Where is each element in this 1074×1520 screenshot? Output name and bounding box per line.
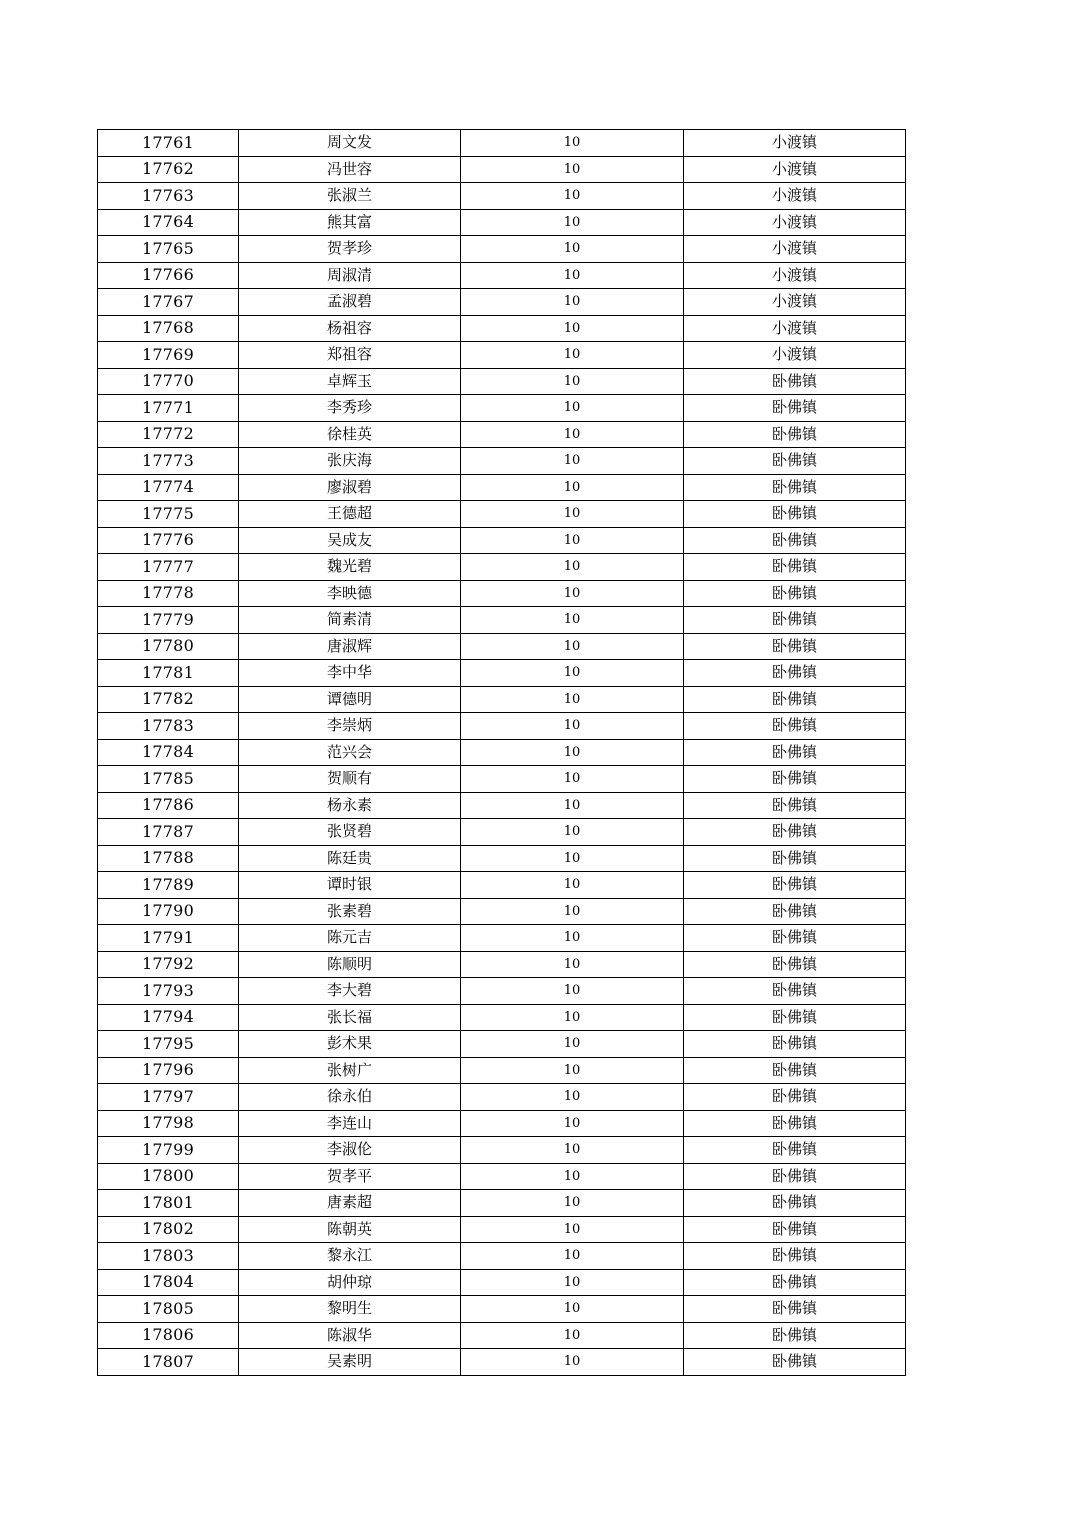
cell-name: 胡仲琼 bbox=[239, 1269, 461, 1296]
cell-name: 彭术果 bbox=[239, 1031, 461, 1058]
cell-amount: 10 bbox=[461, 978, 684, 1005]
cell-name: 陈廷贵 bbox=[239, 845, 461, 872]
cell-amount: 10 bbox=[461, 315, 684, 342]
cell-name: 王德超 bbox=[239, 501, 461, 528]
cell-id: 17793 bbox=[98, 978, 239, 1005]
table-row bbox=[98, 607, 906, 634]
cell-name: 廖淑碧 bbox=[239, 474, 461, 501]
cell-name: 谭时银 bbox=[239, 872, 461, 899]
cell-town: 小渡镇 bbox=[684, 156, 906, 183]
cell-id: 17785 bbox=[98, 766, 239, 793]
cell-name: 卓辉玉 bbox=[239, 368, 461, 395]
cell-amount: 10 bbox=[461, 766, 684, 793]
cell-amount: 10 bbox=[461, 925, 684, 952]
cell-town: 卧佛镇 bbox=[684, 580, 906, 607]
cell-amount: 10 bbox=[461, 1137, 684, 1164]
cell-amount: 10 bbox=[461, 262, 684, 289]
cell-town: 小渡镇 bbox=[684, 289, 906, 316]
cell-amount: 10 bbox=[461, 819, 684, 846]
table-row bbox=[98, 660, 906, 687]
cell-amount: 10 bbox=[461, 183, 684, 210]
cell-id: 17806 bbox=[98, 1322, 239, 1349]
cell-id: 17765 bbox=[98, 236, 239, 263]
cell-name: 李崇炳 bbox=[239, 713, 461, 740]
cell-amount: 10 bbox=[461, 898, 684, 925]
table-row bbox=[98, 156, 906, 183]
table-row bbox=[98, 845, 906, 872]
cell-amount: 10 bbox=[461, 633, 684, 660]
cell-amount: 10 bbox=[461, 236, 684, 263]
cell-name: 冯世容 bbox=[239, 156, 461, 183]
cell-town: 卧佛镇 bbox=[684, 1004, 906, 1031]
cell-name: 陈顺明 bbox=[239, 951, 461, 978]
cell-name: 李连山 bbox=[239, 1110, 461, 1137]
cell-id: 17774 bbox=[98, 474, 239, 501]
cell-id: 17796 bbox=[98, 1057, 239, 1084]
cell-name: 贺孝平 bbox=[239, 1163, 461, 1190]
cell-amount: 10 bbox=[461, 713, 684, 740]
table-row bbox=[98, 1110, 906, 1137]
cell-town: 卧佛镇 bbox=[684, 872, 906, 899]
table-row bbox=[98, 1349, 906, 1376]
cell-name: 张长福 bbox=[239, 1004, 461, 1031]
cell-amount: 10 bbox=[461, 289, 684, 316]
cell-town: 卧佛镇 bbox=[684, 925, 906, 952]
table-row bbox=[98, 1084, 906, 1111]
cell-name: 李秀珍 bbox=[239, 395, 461, 422]
cell-id: 17780 bbox=[98, 633, 239, 660]
cell-town: 卧佛镇 bbox=[684, 527, 906, 554]
cell-town: 小渡镇 bbox=[684, 183, 906, 210]
cell-id: 17768 bbox=[98, 315, 239, 342]
cell-amount: 10 bbox=[461, 421, 684, 448]
cell-town: 卧佛镇 bbox=[684, 1110, 906, 1137]
cell-name: 李中华 bbox=[239, 660, 461, 687]
table-row bbox=[98, 1057, 906, 1084]
cell-amount: 10 bbox=[461, 1243, 684, 1270]
cell-id: 17800 bbox=[98, 1163, 239, 1190]
cell-name: 吴素明 bbox=[239, 1349, 461, 1376]
cell-town: 小渡镇 bbox=[684, 342, 906, 369]
cell-town: 卧佛镇 bbox=[684, 951, 906, 978]
cell-amount: 10 bbox=[461, 209, 684, 236]
table-body bbox=[98, 130, 906, 1376]
table-row bbox=[98, 925, 906, 952]
cell-name: 黎明生 bbox=[239, 1296, 461, 1323]
cell-name: 谭德明 bbox=[239, 686, 461, 713]
cell-town: 小渡镇 bbox=[684, 130, 906, 157]
cell-name: 贺孝珍 bbox=[239, 236, 461, 263]
cell-id: 17763 bbox=[98, 183, 239, 210]
cell-name: 陈淑华 bbox=[239, 1322, 461, 1349]
cell-id: 17776 bbox=[98, 527, 239, 554]
table-row bbox=[98, 342, 906, 369]
cell-name: 周文发 bbox=[239, 130, 461, 157]
cell-id: 17764 bbox=[98, 209, 239, 236]
cell-id: 17794 bbox=[98, 1004, 239, 1031]
table-row bbox=[98, 686, 906, 713]
cell-amount: 10 bbox=[461, 1216, 684, 1243]
cell-name: 陈元吉 bbox=[239, 925, 461, 952]
cell-name: 周淑清 bbox=[239, 262, 461, 289]
cell-town: 小渡镇 bbox=[684, 315, 906, 342]
cell-amount: 10 bbox=[461, 872, 684, 899]
cell-name: 范兴会 bbox=[239, 739, 461, 766]
cell-town: 卧佛镇 bbox=[684, 1296, 906, 1323]
cell-amount: 10 bbox=[461, 951, 684, 978]
cell-town: 卧佛镇 bbox=[684, 1349, 906, 1376]
table-row bbox=[98, 1137, 906, 1164]
cell-town: 小渡镇 bbox=[684, 209, 906, 236]
cell-amount: 10 bbox=[461, 845, 684, 872]
cell-name: 唐淑辉 bbox=[239, 633, 461, 660]
cell-amount: 10 bbox=[461, 1296, 684, 1323]
cell-amount: 10 bbox=[461, 739, 684, 766]
cell-id: 17788 bbox=[98, 845, 239, 872]
cell-town: 卧佛镇 bbox=[684, 978, 906, 1005]
cell-town: 卧佛镇 bbox=[684, 1084, 906, 1111]
table-row bbox=[98, 501, 906, 528]
cell-town: 卧佛镇 bbox=[684, 792, 906, 819]
cell-amount: 10 bbox=[461, 501, 684, 528]
cell-id: 17762 bbox=[98, 156, 239, 183]
cell-id: 17805 bbox=[98, 1296, 239, 1323]
cell-town: 卧佛镇 bbox=[684, 1216, 906, 1243]
cell-id: 17781 bbox=[98, 660, 239, 687]
table-row bbox=[98, 1322, 906, 1349]
cell-amount: 10 bbox=[461, 1084, 684, 1111]
cell-id: 17790 bbox=[98, 898, 239, 925]
cell-name: 张素碧 bbox=[239, 898, 461, 925]
cell-id: 17771 bbox=[98, 395, 239, 422]
cell-id: 17792 bbox=[98, 951, 239, 978]
cell-name: 张庆海 bbox=[239, 448, 461, 475]
cell-id: 17772 bbox=[98, 421, 239, 448]
cell-id: 17797 bbox=[98, 1084, 239, 1111]
cell-id: 17802 bbox=[98, 1216, 239, 1243]
table-row bbox=[98, 554, 906, 581]
cell-town: 卧佛镇 bbox=[684, 819, 906, 846]
cell-amount: 10 bbox=[461, 554, 684, 581]
table-row bbox=[98, 1216, 906, 1243]
table-row bbox=[98, 978, 906, 1005]
cell-name: 李淑伦 bbox=[239, 1137, 461, 1164]
cell-town: 卧佛镇 bbox=[684, 368, 906, 395]
table-row bbox=[98, 1269, 906, 1296]
cell-name: 孟淑碧 bbox=[239, 289, 461, 316]
table-row bbox=[98, 448, 906, 475]
cell-name: 唐素超 bbox=[239, 1190, 461, 1217]
table-row bbox=[98, 951, 906, 978]
data-table bbox=[97, 129, 906, 1376]
cell-amount: 10 bbox=[461, 792, 684, 819]
cell-town: 卧佛镇 bbox=[684, 474, 906, 501]
cell-id: 17769 bbox=[98, 342, 239, 369]
cell-amount: 10 bbox=[461, 368, 684, 395]
cell-amount: 10 bbox=[461, 686, 684, 713]
cell-id: 17775 bbox=[98, 501, 239, 528]
table-row bbox=[98, 527, 906, 554]
cell-id: 17803 bbox=[98, 1243, 239, 1270]
table-row bbox=[98, 289, 906, 316]
cell-id: 17778 bbox=[98, 580, 239, 607]
cell-id: 17773 bbox=[98, 448, 239, 475]
table-row bbox=[98, 262, 906, 289]
table-row bbox=[98, 1004, 906, 1031]
cell-id: 17783 bbox=[98, 713, 239, 740]
cell-amount: 10 bbox=[461, 1110, 684, 1137]
cell-id: 17807 bbox=[98, 1349, 239, 1376]
cell-town: 卧佛镇 bbox=[684, 1137, 906, 1164]
cell-amount: 10 bbox=[461, 474, 684, 501]
cell-id: 17770 bbox=[98, 368, 239, 395]
cell-id: 17789 bbox=[98, 872, 239, 899]
cell-name: 徐永伯 bbox=[239, 1084, 461, 1111]
cell-name: 吴成友 bbox=[239, 527, 461, 554]
cell-id: 17804 bbox=[98, 1269, 239, 1296]
cell-id: 17767 bbox=[98, 289, 239, 316]
cell-amount: 10 bbox=[461, 1322, 684, 1349]
cell-town: 卧佛镇 bbox=[684, 1163, 906, 1190]
table-row bbox=[98, 713, 906, 740]
cell-town: 卧佛镇 bbox=[684, 395, 906, 422]
cell-amount: 10 bbox=[461, 448, 684, 475]
cell-amount: 10 bbox=[461, 527, 684, 554]
table-row bbox=[98, 580, 906, 607]
table-row bbox=[98, 395, 906, 422]
cell-town: 卧佛镇 bbox=[684, 421, 906, 448]
cell-amount: 10 bbox=[461, 660, 684, 687]
cell-town: 小渡镇 bbox=[684, 236, 906, 263]
cell-amount: 10 bbox=[461, 1269, 684, 1296]
cell-name: 杨永素 bbox=[239, 792, 461, 819]
cell-name: 贺顺有 bbox=[239, 766, 461, 793]
cell-amount: 10 bbox=[461, 1004, 684, 1031]
cell-id: 17777 bbox=[98, 554, 239, 581]
cell-id: 17787 bbox=[98, 819, 239, 846]
cell-town: 卧佛镇 bbox=[684, 554, 906, 581]
cell-name: 陈朝英 bbox=[239, 1216, 461, 1243]
cell-id: 17779 bbox=[98, 607, 239, 634]
table-row bbox=[98, 819, 906, 846]
cell-amount: 10 bbox=[461, 156, 684, 183]
table-row bbox=[98, 315, 906, 342]
table-row bbox=[98, 739, 906, 766]
table-row bbox=[98, 898, 906, 925]
cell-town: 卧佛镇 bbox=[684, 1269, 906, 1296]
cell-town: 卧佛镇 bbox=[684, 845, 906, 872]
cell-town: 卧佛镇 bbox=[684, 1031, 906, 1058]
table-row bbox=[98, 236, 906, 263]
cell-town: 卧佛镇 bbox=[684, 739, 906, 766]
cell-town: 卧佛镇 bbox=[684, 1057, 906, 1084]
cell-name: 杨祖容 bbox=[239, 315, 461, 342]
cell-town: 卧佛镇 bbox=[684, 898, 906, 925]
cell-amount: 10 bbox=[461, 1163, 684, 1190]
cell-name: 张淑兰 bbox=[239, 183, 461, 210]
cell-id: 17795 bbox=[98, 1031, 239, 1058]
cell-town: 卧佛镇 bbox=[684, 660, 906, 687]
cell-id: 17801 bbox=[98, 1190, 239, 1217]
cell-amount: 10 bbox=[461, 1057, 684, 1084]
table-row bbox=[98, 633, 906, 660]
cell-name: 熊其富 bbox=[239, 209, 461, 236]
cell-name: 张树广 bbox=[239, 1057, 461, 1084]
cell-amount: 10 bbox=[461, 1349, 684, 1376]
table-row bbox=[98, 130, 906, 157]
table-row bbox=[98, 1243, 906, 1270]
cell-amount: 10 bbox=[461, 1190, 684, 1217]
cell-amount: 10 bbox=[461, 1031, 684, 1058]
cell-town: 卧佛镇 bbox=[684, 686, 906, 713]
cell-name: 李大碧 bbox=[239, 978, 461, 1005]
table-row bbox=[98, 872, 906, 899]
cell-name: 黎永江 bbox=[239, 1243, 461, 1270]
cell-name: 李映德 bbox=[239, 580, 461, 607]
cell-town: 卧佛镇 bbox=[684, 633, 906, 660]
table-row bbox=[98, 209, 906, 236]
cell-town: 卧佛镇 bbox=[684, 607, 906, 634]
table-row bbox=[98, 183, 906, 210]
cell-town: 卧佛镇 bbox=[684, 448, 906, 475]
cell-town: 卧佛镇 bbox=[684, 1190, 906, 1217]
table-row bbox=[98, 1163, 906, 1190]
cell-amount: 10 bbox=[461, 607, 684, 634]
table-row bbox=[98, 368, 906, 395]
cell-id: 17786 bbox=[98, 792, 239, 819]
table-row bbox=[98, 766, 906, 793]
cell-id: 17799 bbox=[98, 1137, 239, 1164]
table-row bbox=[98, 1031, 906, 1058]
cell-town: 卧佛镇 bbox=[684, 1243, 906, 1270]
cell-amount: 10 bbox=[461, 130, 684, 157]
cell-town: 卧佛镇 bbox=[684, 501, 906, 528]
cell-id: 17761 bbox=[98, 130, 239, 157]
cell-town: 小渡镇 bbox=[684, 262, 906, 289]
table-row bbox=[98, 1190, 906, 1217]
cell-id: 17766 bbox=[98, 262, 239, 289]
cell-id: 17791 bbox=[98, 925, 239, 952]
cell-town: 卧佛镇 bbox=[684, 1322, 906, 1349]
cell-town: 卧佛镇 bbox=[684, 766, 906, 793]
cell-town: 卧佛镇 bbox=[684, 713, 906, 740]
cell-name: 徐桂英 bbox=[239, 421, 461, 448]
cell-amount: 10 bbox=[461, 580, 684, 607]
cell-id: 17784 bbox=[98, 739, 239, 766]
cell-name: 简素清 bbox=[239, 607, 461, 634]
table-row bbox=[98, 1296, 906, 1323]
cell-name: 魏光碧 bbox=[239, 554, 461, 581]
cell-amount: 10 bbox=[461, 395, 684, 422]
table-row bbox=[98, 421, 906, 448]
table-row bbox=[98, 792, 906, 819]
table-row bbox=[98, 474, 906, 501]
cell-amount: 10 bbox=[461, 342, 684, 369]
cell-id: 17798 bbox=[98, 1110, 239, 1137]
cell-name: 郑祖容 bbox=[239, 342, 461, 369]
cell-id: 17782 bbox=[98, 686, 239, 713]
cell-name: 张贤碧 bbox=[239, 819, 461, 846]
